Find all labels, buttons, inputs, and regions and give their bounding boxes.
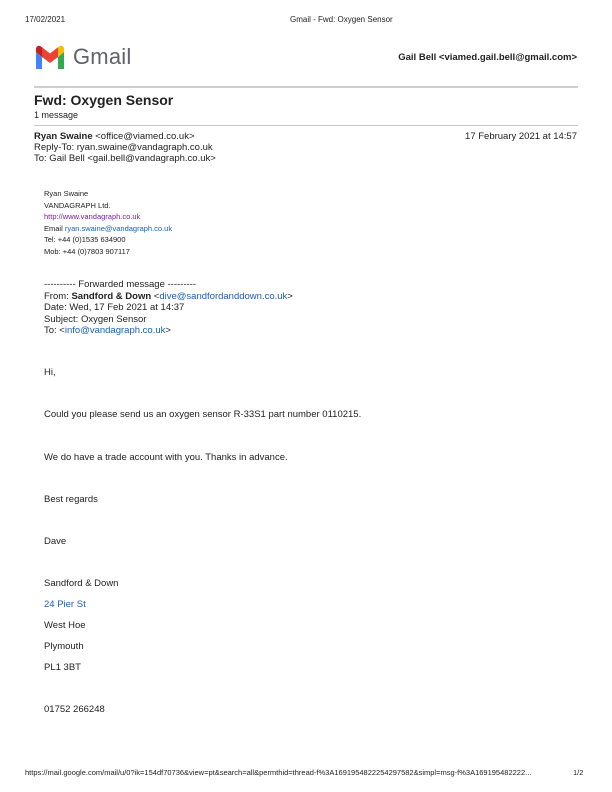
header-divider [34,86,578,88]
forwarded-divider: ---------- Forwarded message --------- [44,279,196,290]
forwarded-date: Date: Wed, 17 Feb 2021 at 14:37 [44,302,185,313]
signature-email-label: Email [44,223,65,233]
sender-name: Ryan Swaine [34,131,93,142]
signature-company: VANDAGRAPH Ltd. [44,200,111,210]
forwarded-to: To: <info@vandagraph.co.uk> [44,325,171,336]
message-date: 17 February 2021 at 14:57 [465,131,577,142]
forwarded-sender-email-link[interactable]: dive@sandfordanddown.co.uk [159,290,288,302]
reply-to: Reply-To: ryan.swaine@vandagraph.co.uk [34,142,213,153]
message-count: 1 message [34,110,79,120]
body-company: Sandford & Down [44,578,119,589]
forwarded-to-email-link[interactable]: info@vandagraph.co.uk [64,325,166,336]
page-number: 1/2 [573,768,584,777]
body-line-1: Could you please send us an oxygen sensor R-33S1 part number 0110215. [44,409,362,420]
to-recipient: To: Gail Bell <gail.bell@vandagraph.co.uk> [34,153,216,164]
signature-name: Ryan Swaine [44,189,89,198]
body-greeting: Hi, [44,367,56,378]
signature-email-link[interactable]: ryan.swaine@vandagraph.co.uk [64,223,173,233]
signature-website-link[interactable]: http://www.vandagraph.co.uk [44,212,141,221]
thread-subject: Fwd: Oxygen Sensor [34,92,174,108]
body-sender: Dave [44,536,67,547]
address-line-1-link[interactable]: 24 Pier St [44,599,86,610]
body-phone: 01752 266248 [44,704,105,715]
signature-mob: Mob: +44 (0)7803 907117 [44,246,130,256]
sender-email: <office@viamed.co.uk> [95,131,195,142]
print-title: Gmail - Fwd: Oxygen Sensor [290,15,393,24]
address-line-2: West Hoe [44,620,86,631]
forwarded-subject: Subject: Oxygen Sensor [44,313,147,325]
body-line-2: We do have a trade account with you. Thanks in advance. [44,452,288,463]
print-date: 17/02/2021 [25,15,66,24]
address-postcode: PL1 3BT [44,662,81,673]
print-footer-url: https://mail.google.com/mail/u/0?ik=154df70736&view=pt&search=all&permthid=thread-f%3A1691954822254297582&simpl=msg-f%3A169195482222... [25,768,532,777]
signature-block [44,188,172,257]
account-identity: Gail Bell <viamed.gail.bell@gmail.com> [398,52,577,63]
gmail-logo-icon[interactable] [34,44,66,69]
forwarded-block [44,279,293,337]
signature-tel: Tel: +44 (0)1535 634900 [44,235,126,244]
forwarded-from: From: Sandford & Down <dive@sandfordanddown.co.uk> [44,290,293,302]
message-from [34,131,195,143]
subject-divider [34,125,578,126]
gmail-wordmark: Gmail [73,44,132,69]
forwarded-sender-name: Sandford & Down [71,290,152,302]
body-closing: Best regards [44,494,98,505]
address-city: Plymouth [44,641,84,652]
